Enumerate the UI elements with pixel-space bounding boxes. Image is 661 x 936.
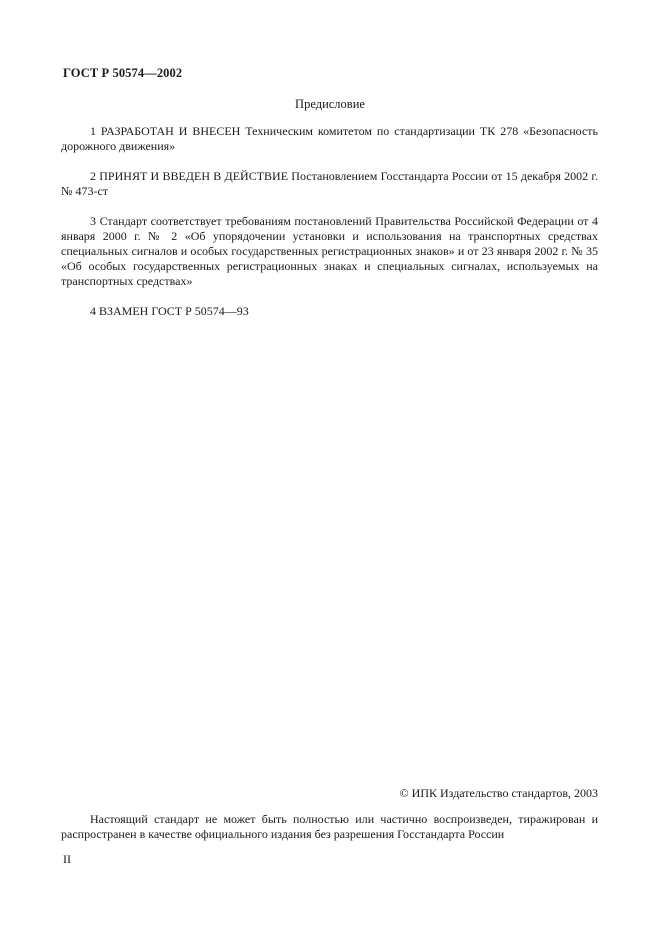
copyright-line: © ИПК Издательство стандартов, 2003: [399, 786, 598, 800]
document-code-header: ГОСТ Р 50574—2002: [63, 66, 183, 80]
preface-paragraphs: [61, 124, 598, 334]
paragraph-compliance: 3 Стандарт соответствует требованиям постановлений Правительства Российской Федерации от 4 января 2000 г. № 2 «Об упорядочении установки и использования на транспортных средствах специальных сигналов и особых государственных регистрационных знаков» и от 23 января 2002 г. № 35 «Об особых государственных регистрационных знаках и специальных сигналах, используемых на транспортных средствах»: [61, 214, 598, 288]
page-number: II: [63, 852, 71, 866]
paragraph-developed-by: 1 РАЗРАБОТАН И ВНЕСЕН Техническим комитетом по стандартизации ТК 278 «Безопасность дорожного движения»: [61, 124, 598, 153]
reproduction-notice: Настоящий стандарт не может быть полностью или частично воспроизведен, тиражирован и распространен в качестве официального издания без разрешения Госстандарта России: [61, 812, 598, 841]
paragraph-replaces: 4 ВЗАМЕН ГОСТ Р 50574—93: [90, 304, 249, 318]
section-title: Предисловие: [295, 97, 365, 111]
paragraph-adopted: 2 ПРИНЯТ И ВВЕДЕН В ДЕЙСТВИЕ Постановлением Госстандарта России от 15 декабря 2002 г. № 473-ст: [61, 169, 598, 198]
